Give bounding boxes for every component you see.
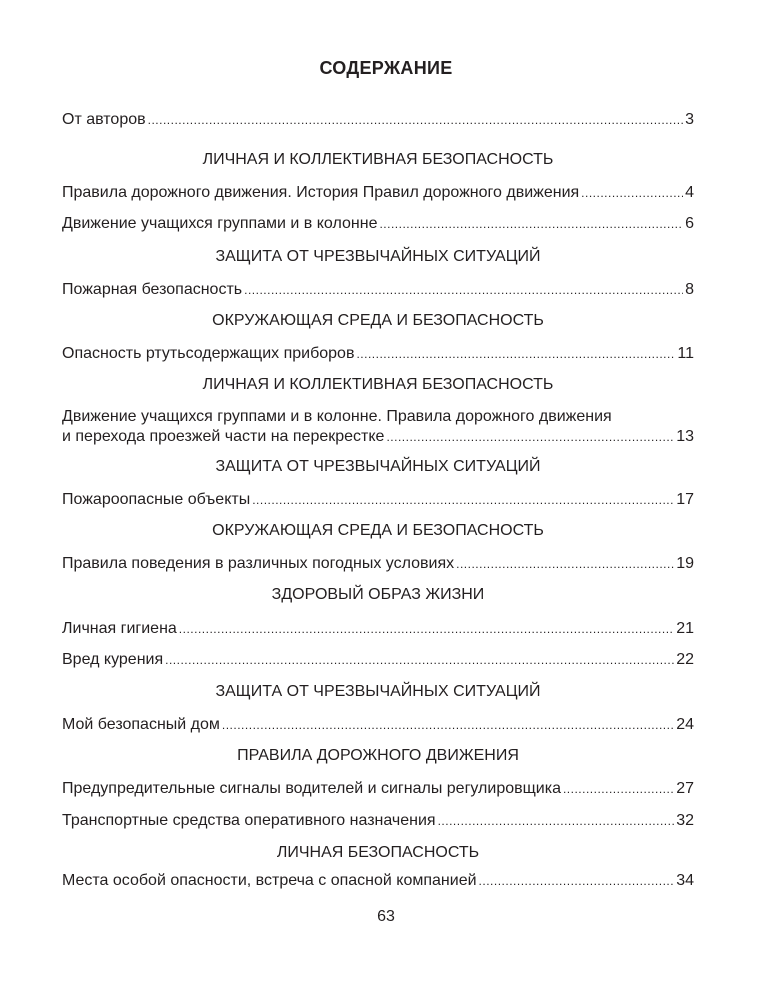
- section-heading: ЛИЧНАЯ И КОЛЛЕКТИВНАЯ БЕЗОПАСНОСТЬ: [202, 376, 554, 393]
- toc-entry-page: 27: [676, 780, 694, 797]
- toc-entry[interactable]: [62, 871, 694, 891]
- toc-entry[interactable]: [62, 554, 694, 574]
- toc-entry-title: Личная гигиена: [62, 620, 177, 637]
- toc-entry-title: Пожарная безопасность: [62, 281, 243, 298]
- dot-leader: [438, 811, 675, 831]
- toc-entry-title: Вред курения: [62, 651, 164, 668]
- toc-entry-page: 4: [685, 184, 694, 201]
- dot-leader: [386, 427, 674, 447]
- toc-entry-page: 24: [676, 716, 694, 733]
- toc-entry-page: 22: [676, 651, 694, 668]
- toc-entry[interactable]: [62, 183, 694, 203]
- section-heading: ЗДОРОВЫЙ ОБРАЗ ЖИЗНИ: [271, 586, 485, 603]
- toc-entry[interactable]: [62, 344, 694, 364]
- dot-leader: [179, 619, 674, 639]
- dot-leader: [456, 554, 674, 574]
- dot-leader: [563, 779, 674, 799]
- dot-leader: [244, 280, 683, 300]
- toc-entry[interactable]: [62, 407, 694, 447]
- toc-entry[interactable]: [62, 280, 694, 300]
- toc-entry[interactable]: [62, 715, 694, 735]
- toc-entry-authors[interactable]: [62, 110, 694, 130]
- dot-leader: [148, 110, 683, 130]
- section-heading: ОКРУЖАЮЩАЯ СРЕДА И БЕЗОПАСНОСТЬ: [212, 522, 544, 539]
- dot-leader: [581, 183, 683, 203]
- page-title: СОДЕРЖАНИЕ: [319, 58, 453, 78]
- toc-entry-page: 3: [685, 111, 694, 128]
- dot-leader: [479, 871, 675, 891]
- toc-entry-title: От авторов: [62, 111, 146, 128]
- toc-entry-title: Транспортные средства оперативного назначения: [62, 812, 436, 829]
- section-heading: ЛИЧНАЯ БЕЗОПАСНОСТЬ: [276, 844, 480, 861]
- toc-entry-title: Предупредительные сигналы водителей и сигналы регулировщика: [62, 780, 561, 797]
- dot-leader: [165, 650, 674, 670]
- toc-entry-title: Мой безопасный дом: [62, 716, 220, 733]
- section-heading: ОКРУЖАЮЩАЯ СРЕДА И БЕЗОПАСНОСТЬ: [212, 312, 544, 329]
- page-number: 63: [377, 908, 395, 925]
- toc-entry[interactable]: [62, 811, 694, 831]
- toc-entry-title: и перехода проезжей части на перекрестке: [62, 428, 385, 445]
- toc-entry[interactable]: [62, 650, 694, 670]
- dot-leader: [222, 715, 674, 735]
- dot-leader: [252, 490, 674, 510]
- toc-entry-page: 21: [676, 620, 694, 637]
- toc-entry-title: Пожароопасные объекты: [62, 491, 251, 508]
- toc-entry-page: 19: [676, 555, 694, 572]
- toc-entry-title: Правила поведения в различных погодных условиях: [62, 555, 455, 572]
- toc-entry-title-line1: Движение учащихся группами и в колонне. Правила дорожного движения: [62, 408, 612, 425]
- toc-entry-page: 6: [685, 215, 694, 232]
- toc-entry-page: 11: [677, 345, 694, 362]
- toc-entry-page: 13: [676, 428, 694, 445]
- toc-entry-title: Правила дорожного движения. История Правил дорожного движения: [62, 184, 580, 201]
- toc-entry-page: 34: [676, 872, 694, 889]
- toc-entry[interactable]: [62, 619, 694, 639]
- toc-entry[interactable]: [62, 214, 694, 234]
- dot-leader: [356, 344, 675, 364]
- section-heading: ЛИЧНАЯ И КОЛЛЕКТИВНАЯ БЕЗОПАСНОСТЬ: [202, 151, 554, 168]
- toc-entry-title: Места особой опасности, встреча с опасной компанией: [62, 872, 477, 889]
- section-heading: ЗАЩИТА ОТ ЧРЕЗВЫЧАЙНЫХ СИТУАЦИЙ: [215, 458, 541, 475]
- section-heading: ЗАЩИТА ОТ ЧРЕЗВЫЧАЙНЫХ СИТУАЦИЙ: [215, 683, 541, 700]
- toc-entry-page: 32: [676, 812, 694, 829]
- toc-entry-page: 17: [676, 491, 694, 508]
- toc-entry-page: 8: [685, 281, 694, 298]
- toc-entry[interactable]: [62, 779, 694, 799]
- toc-entry-title: Движение учащихся группами и в колонне: [62, 215, 378, 232]
- toc-entry-title: Опасность ртутьсодержащих приборов: [62, 345, 355, 362]
- section-heading: ПРАВИЛА ДОРОЖНОГО ДВИЖЕНИЯ: [237, 747, 519, 764]
- toc-entry[interactable]: [62, 490, 694, 510]
- dot-leader: [379, 214, 683, 234]
- section-heading: ЗАЩИТА ОТ ЧРЕЗВЫЧАЙНЫХ СИТУАЦИЙ: [215, 248, 541, 265]
